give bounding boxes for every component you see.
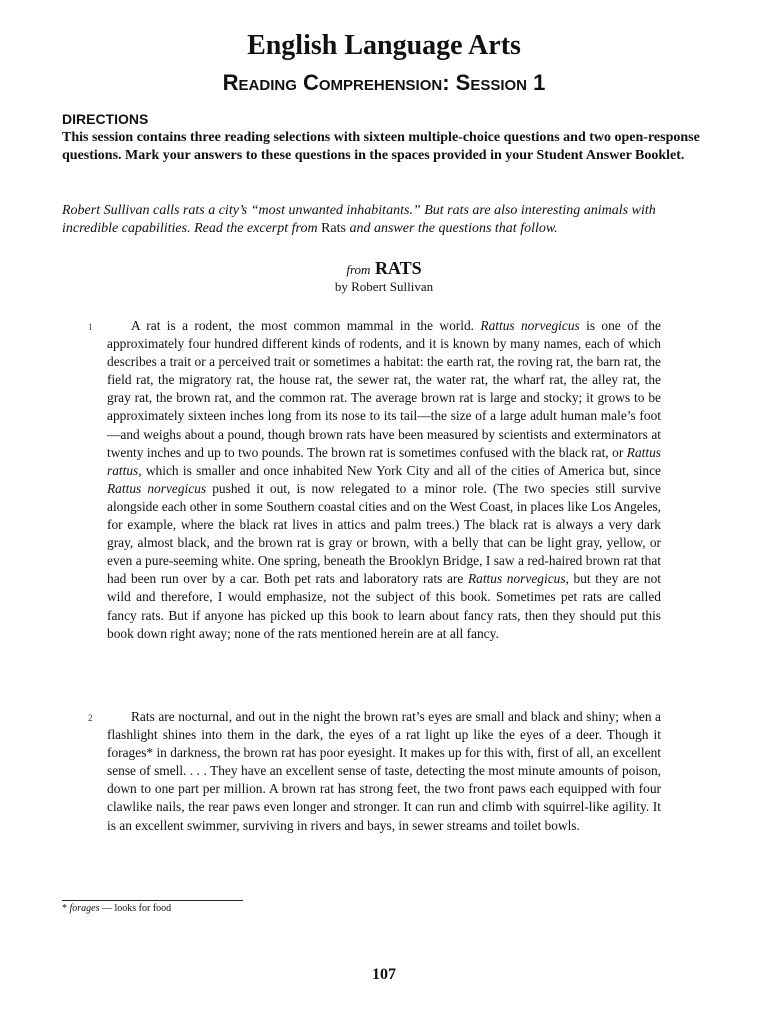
- footnote-marker: *: [62, 903, 70, 914]
- directions-text: This session contains three reading selections with sixteen multiple-choice questions and two open-response questions. Mark your answers to these questions in the spaces provided in your Student Answer Booklet.: [62, 130, 700, 163]
- footnote-term: forages: [69, 903, 100, 914]
- paragraph-text: , which is smaller and once inhabited New York City and all of the cities of America but, since: [138, 462, 661, 478]
- session-title: Reading Comprehension: Session 1: [222, 70, 546, 95]
- excerpt-from-label: from: [346, 262, 371, 277]
- paragraph-1: [107, 317, 661, 643]
- intro-text: [62, 202, 706, 238]
- paragraph-number: 2: [88, 713, 93, 723]
- excerpt-byline: by Robert Sullivan: [334, 279, 434, 294]
- species-name: Rattus norvegicus: [467, 571, 566, 587]
- paragraph-text: , but they are not wild and therefore, I would emphasize, not the subject of this book. Sometimes pet rats are called fancy rats. But if anyone has picked up this book to learn about fancy rats, then they should put this book down right away; none of the rats mentioned herein are at all fancy.: [107, 571, 661, 641]
- excerpt-title: [0, 258, 768, 280]
- page-number: 107: [372, 966, 396, 983]
- directions-heading: DIRECTIONS: [62, 111, 149, 127]
- page-title: English Language Arts: [247, 30, 521, 61]
- footnote-divider: [62, 900, 243, 901]
- species-name: Rattus rattus: [107, 444, 661, 478]
- paragraph-text: is one of the approximately four hundred different kinds of rodents, and it is known by many names, each of which describes a trait or a perceived trait or sometimes a habitat: the earth rat, the roving rat, the barn rat, the field rat, the migratory rat, the house rat, the sewer rat, the water rat, the wharf rat, the alley rat, the gray rat, the brown rat, and the common rat. The average brown rat is large and stocky; it grows to be approximately sixteen inches long from its nose to its tail—the size of a large adult human male’s foot—and weighs about a pound, though brown rats have been measured by scientists and exterminators at twenty inches and up to two pounds. The brown rat is sometimes confused with the black rat, or: [107, 318, 662, 460]
- intro-part1: Robert Sullivan calls rats a city’s “most unwanted inhabitants.” But rats are also interesting animals with incredible capabilities. Read the excerpt: [62, 203, 656, 236]
- species-name: Rattus norvegicus: [107, 480, 207, 496]
- intro-part2: and answer the questions that follow.: [345, 221, 558, 236]
- excerpt-title-text: RATS: [374, 258, 422, 278]
- footnote-definition: — looks for food: [99, 903, 172, 914]
- footnote: [62, 903, 171, 915]
- paragraph-text: Rats are nocturnal, and out in the night the brown rat’s eyes are small and black and shiny; when a flashlight shines into them in the dark, the eyes of a rat light up like the eyes of a deer. Though it forages* in darkness, the brown rat has poor eyesight. It makes up for this with, first of all, an excellent sense of smell. . . . They have an excellent sense of taste, detecting the most minute amounts of poison, down to one part per million. A brown rat has strong feet, the two front paws each equipped with four clawlike nails, the rear paws even longer and stronger. It can run and climb with squirrel-like agility. It is an excellent swimmer, surviving in rivers and bays, in sewer streams and toilet bowls.: [107, 709, 661, 833]
- paragraph-text: A rat is a rodent, the most common mammal in the world.: [131, 318, 481, 333]
- intro-book-title: Rats: [321, 221, 346, 236]
- paragraph-number: 1: [88, 322, 93, 332]
- paragraph-text: pushed it out, is now relegated to a minor role. (The two species still survive alongside each other in some Southern coastal cities and on the West Coast, in places like Los Angeles, for example, where the black rat lives in attics and palm trees.) The black rat is always a very dark gray, almost black, and the brown rat is gray or brown, with a belly that can be light gray, yellow, or even a pure-seeming white. One spring, beneath the Brooklyn Bridge, I saw a red-haired brown rat that had been run over by a car. Both pet rats and laboratory rats are: [107, 480, 661, 587]
- paragraph-2: [107, 708, 661, 835]
- intro-from-word: from: [291, 221, 318, 236]
- species-name: Rattus norvegicus: [480, 318, 580, 333]
